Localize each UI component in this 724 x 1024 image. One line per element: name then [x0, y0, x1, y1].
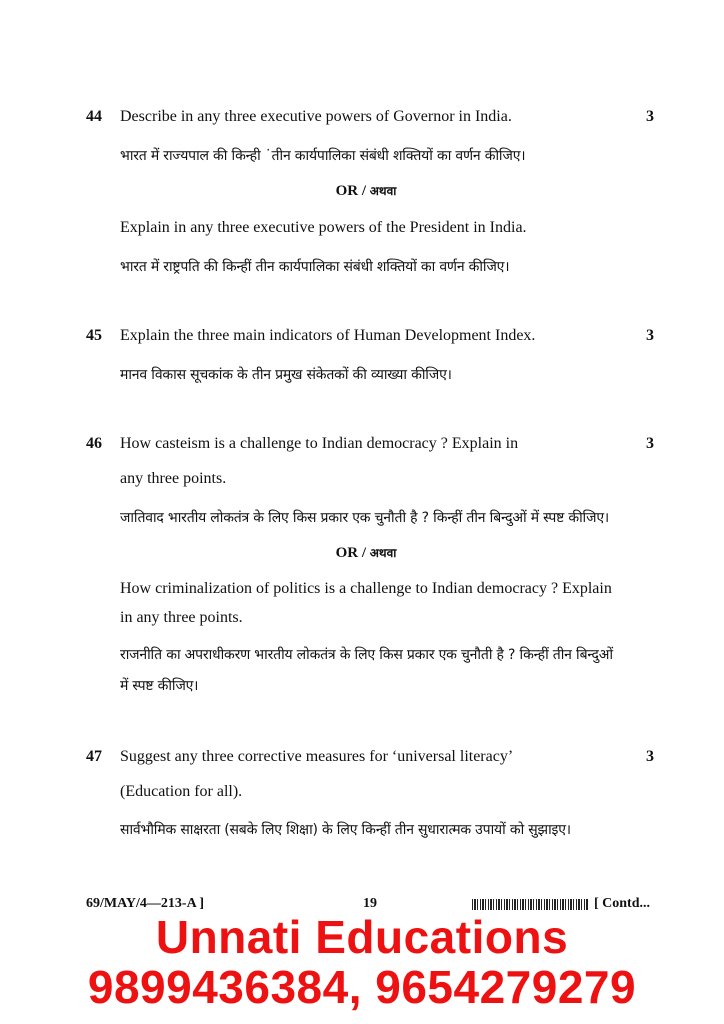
or-label-hindi: अथवा	[369, 546, 397, 560]
question-text-hindi: भारत में राज्यपाल की किन्ही ˙तीन कार्यपालिका संबंधी शक्तियों का वर्णन कीजिए।	[120, 148, 526, 164]
question-number: 46	[86, 435, 102, 452]
question-text-english-line-1: How casteism is a challenge to Indian democracy ? Explain in	[120, 435, 519, 452]
question-marks: 3	[646, 435, 654, 452]
question-text-english-line-1: Suggest any three corrective measures for ‘universal literacy’	[120, 748, 514, 765]
brand-name: Unnati Educations	[155, 911, 569, 963]
alt-question-text-english: Explain in any three executive powers of the President in India.	[120, 219, 527, 236]
or-divider	[0, 182, 724, 200]
alt-question-text-hindi-line-1: राजनीति का अपराधीकरण भारतीय लोकतंत्र के लिए किस प्रकार एक चुनौती है ? किन्हीं तीन बिन्दुओं	[120, 647, 613, 663]
alt-question-text-hindi-line-2: में स्पष्ट कीजिए।	[120, 678, 199, 694]
question-text-english: Describe in any three executive powers of Governor in India.	[120, 108, 512, 125]
alt-question-text-hindi: भारत में राष्ट्रपति की किन्हीं तीन कार्यपालिका संबंधी शक्तियों का वर्णन कीजिए।	[120, 259, 510, 275]
alt-question-text-english-line-1: How criminalization of politics is a challenge to Indian democracy ? Explain	[120, 580, 612, 597]
question-number: 47	[86, 748, 102, 765]
question-text-hindi: सार्वभौमिक साक्षरता (सबके लिए शिक्षा) के लिए किन्हीं तीन सुधारात्मक उपायों को सुझाइए।	[120, 822, 571, 838]
paper-code: 69/MAY/4—213-A ]	[86, 896, 205, 911]
or-label: OR /	[335, 545, 367, 561]
or-label-hindi: अथवा	[369, 184, 397, 198]
question-text-hindi: मानव विकास सूचकांक के तीन प्रमुख संकेतकों की व्याख्या कीजिए।	[120, 367, 452, 383]
question-text-hindi: जातिवाद भारतीय लोकतंत्र के लिए किस प्रकार एक चुनौती है ? किन्हीं तीन बिन्दुओं में स्पष्ट कीजिए।	[120, 510, 610, 526]
question-marks: 3	[646, 108, 654, 125]
question-marks: 3	[646, 748, 654, 765]
alt-question-text-english-line-2: in any three points.	[120, 609, 243, 626]
question-text-english-line-2: (Education for all).	[120, 783, 243, 800]
or-divider	[0, 544, 724, 562]
continued-label: [ Contd...	[594, 896, 651, 911]
page-number: 19	[363, 896, 377, 911]
question-marks: 3	[646, 327, 654, 344]
brand-phone-numbers: 9899436384, 9654279279	[87, 961, 637, 1013]
or-label: OR /	[335, 183, 367, 199]
question-number: 45	[86, 327, 102, 344]
question-number: 44	[86, 108, 102, 125]
question-text-english-line-2: any three points.	[120, 470, 227, 487]
question-text-english: Explain the three main indicators of Human Development Index.	[120, 327, 536, 344]
barcode-icon	[472, 899, 588, 910]
